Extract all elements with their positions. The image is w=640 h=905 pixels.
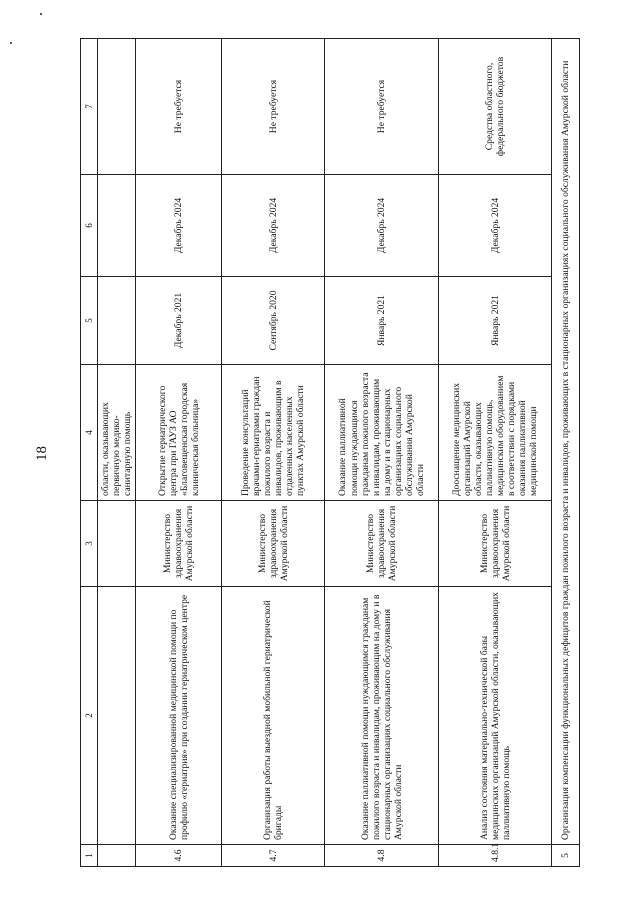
- table-row: [98, 39, 136, 867]
- end-date: Декабрь 2024: [222, 175, 325, 277]
- table-row: [222, 39, 325, 867]
- col-header-7: 7: [81, 39, 98, 175]
- executor: Министерство здравоохранения Амурской области: [222, 501, 325, 587]
- start-date: Январь 2021: [439, 277, 552, 365]
- start-date: Январь 2021: [325, 277, 439, 365]
- section-row: [552, 39, 580, 867]
- table-cell: [98, 39, 136, 175]
- measure-name: Оказание специализированной медицинской помощи по профилю «гериатрия» при создании гериатрическом центре: [136, 587, 222, 845]
- funding-source: Не требуется: [136, 39, 222, 175]
- row-number: 4.8: [325, 845, 439, 867]
- start-date: Сентябрь 2020: [222, 277, 325, 365]
- end-date: Декабрь 2024: [439, 175, 552, 277]
- rotated-table-container: [80, 39, 570, 867]
- funding-source: Не требуется: [222, 39, 325, 175]
- expected-result: Дооснащение медицинских организаций Амурской области, оказывающих паллиативную помощь, медицинским оборудованием в соответствии с порядками оказания паллиативной медицинской помощи: [439, 365, 552, 501]
- measure-name: Анализ состояния материально-технической базы медицинских организаций Амурской области, оказывающих паллиативную помощь: [439, 587, 552, 845]
- executor: Министерство здравоохранения Амурской области: [136, 501, 222, 587]
- section-number: 5: [552, 845, 580, 867]
- table-cell: [98, 501, 136, 587]
- scan-speck: [40, 13, 42, 15]
- row-number: 4.6: [136, 845, 222, 867]
- col-header-2: 2: [81, 587, 98, 845]
- col-header-4: 4: [81, 365, 98, 501]
- table-cell: [98, 845, 136, 867]
- table-cell: [98, 587, 136, 845]
- expected-result: Открытие гериатрического центра при ГАУЗ АО «Благовещенская городская клиническая больница»: [136, 365, 222, 501]
- table-cell: [98, 175, 136, 277]
- measure-name: Организация работы выездной мобильной гериатрической бригады: [222, 587, 325, 845]
- col-header-1: 1: [81, 845, 98, 867]
- start-date: Декабрь 2021: [136, 277, 222, 365]
- expected-result: Проведение консультаций врачами-гериатрами граждан пожилого возраста и инвалидов, проживающим в отдаленных населенных пунктах Амурской области: [222, 365, 325, 501]
- end-date: Декабрь 2024: [325, 175, 439, 277]
- page-number: 18: [34, 446, 50, 461]
- table-row: [325, 39, 439, 867]
- table-cell: [98, 277, 136, 365]
- measure-name: Оказание паллиативной помощи нуждающимся гражданам пожилого возраста и инвалидам, проживающим на дому и в стационарных организациях социального обслуживания Амурской области: [325, 587, 439, 845]
- executor: Министерство здравоохранения Амурской области: [325, 501, 439, 587]
- end-date: Декабрь 2024: [136, 175, 222, 277]
- row-number: 4.7: [222, 845, 325, 867]
- table-row: [439, 39, 552, 867]
- expected-result: Оказание паллиативной помощи нуждающимся гражданам пожилого возраста и инвалидам, проживающим на дому и в стационарных организациях социального обслуживания Амурской области: [325, 365, 439, 501]
- funding-source: Средства областного, федерального бюджетов: [439, 39, 552, 175]
- measures-table: [80, 38, 580, 867]
- continuation-cell: области, оказывающих первичную медико-санитарную помощь: [98, 365, 136, 501]
- table-row: [136, 39, 222, 867]
- funding-source: Не требуется: [325, 39, 439, 175]
- col-header-3: 3: [81, 501, 98, 587]
- section-title: Организация компенсации функциональных дефицитов граждан пожилого возраста и инвалидов, проживающих в стационарных организациях социального обслуживания Амурской области: [552, 39, 580, 845]
- col-header-6: 6: [81, 175, 98, 277]
- row-number: 4.8.1: [439, 845, 552, 867]
- col-header-5: 5: [81, 277, 98, 365]
- column-number-row: [81, 39, 98, 867]
- scan-speck: [10, 42, 12, 44]
- executor: Министерство здравоохранения Амурской области: [439, 501, 552, 587]
